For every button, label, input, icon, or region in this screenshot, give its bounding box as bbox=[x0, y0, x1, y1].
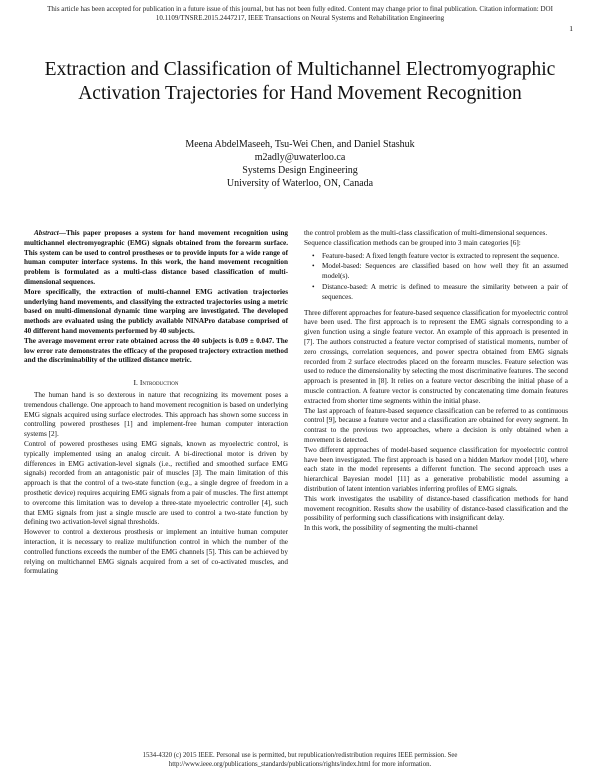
body-paragraph-5: Two different approaches of model-based sequence classification for myoelectric control have been investigated. The first approach is based on a hidden Markov model [10], where each state in the model represents a different function. The second approach uses a hierarchical Bayesian model [11] as a generative probabilistic model assuming a distribution of latent intention variables inferring profiles of EMG signals. bbox=[304, 445, 568, 493]
intro-paragraph-2: Control of powered prostheses using EMG signals, known as myoelectric control, is typically implemented using an analog circuit. A bi-directional motor is driven by differences in EMG activation-level signals (i.e., rectified and smoothed surface EMG signals) recorded from an antagonistic pair of muscles [3]. The main limitation of this approach is that the control of a two-state function (e.g., a single degree of freedom in a prosthetic device) requires acquiring EMG signals from a pair of muscles. The first attempt to overcome this limitation was to develop a three-state myoelectric controller [4], such that EMG signals from just a single muscle are used to control a two-state function by defining two activation-level signal thresholds. bbox=[24, 439, 288, 527]
footer-line-1: 1534-4320 (c) 2015 IEEE. Personal use is permitted, but republication/redistribution requires IEEE permission. See bbox=[142, 752, 458, 759]
body-paragraph-2: Sequence classification methods can be grouped into 3 main categories [6]: bbox=[304, 238, 521, 247]
abstract-label: Abstract bbox=[34, 229, 59, 237]
section-heading-introduction: I. Introduction bbox=[133, 378, 179, 388]
footer-line-2[interactable]: http://www.ieee.org/publications_standards/publications/rights/index.html for more information. bbox=[168, 760, 432, 768]
author-department: Systems Design Engineering bbox=[242, 165, 358, 176]
abstract-text: —This paper proposes a system for hand movement recognition using multichannel electromyographic (EMG) signals obtained from the forearm surface. This system can be used to control prostheses or to provide inputs for a wide range of human computer interface systems. In this work, the hand movement recognition problem is formulated as a multi-class distance based classification of multi-dimensional sequences. bbox=[24, 229, 288, 286]
abstract-paragraph-2: More specifically, the extraction of multi-channel EMG activation trajectories underlying hand movements, and classifying the extracted trajectories using a metric based on multi-dimensional dynamic time warping are investigated. The developed methods are evaluated using the publicly available NINAPro database comprised of 40 different hand movements performed by 40 subjects. bbox=[24, 287, 288, 335]
author-block bbox=[100, 138, 500, 190]
body-paragraph-1: the control problem as the multi-class classification of multi-dimensional sequences. bbox=[304, 229, 548, 237]
author-names: Meena AbdelMaseeh, Tsu-Wei Chen, and Daniel Stashuk bbox=[185, 139, 415, 150]
intro-paragraph-1: The human hand is so dexterous in nature that recognizing its movement poses a tremendous challenge. One approach to hand movement recognition is based on underlying EMG signals acquired using surface electrodes. This approach has shown some success in controlling powered prostheses [1] and implement-free human computer interaction systems [2]. bbox=[24, 390, 288, 439]
body-paragraph-4: The last approach of feature-based sequence classification can be referred to as continuous control [9], because a feature vector and a classification are obtained for every segment. In contrast to the previous two approaches, where a decision is only obtained when a movement is detected. bbox=[304, 406, 568, 444]
abstract-paragraph-3: The average movement error rate obtained across the 40 subjects is 0.09 ± 0.047. The low error rate demonstrates the efficacy of the proposed trajectory extraction method and the discriminability of the utilized distance metric. bbox=[24, 336, 288, 365]
intro-paragraph-3: However to control a dexterous prosthesis or implement an intuitive human computer interaction, it is necessary to realize multifunction control in which the number of the controlled functions exceeds the number of the EMG channels [5]. This can be achieved by relying on multichannel EMG signals acquired from a set of co-activated muscles, and formulating bbox=[24, 528, 288, 576]
author-university: University of Waterloo, ON, Canada bbox=[226, 178, 374, 189]
publication-notice: This article has been accepted for publication in a future issue of this journal, but has not been fully edited. Content may change prior to final publication. Citation information: DOI 10.1109/TNSRE.2015.2447217, IEEE Transactions on Neural Systems and Rehabilitation Engineering bbox=[47, 5, 553, 22]
right-column bbox=[304, 229, 568, 534]
category-list bbox=[304, 252, 568, 303]
list-item: • Feature-based: A fixed length feature vector is extracted to represent the sequence. bbox=[316, 252, 568, 262]
body-paragraph-7: In this work, the possibility of segmenting the multi-channel bbox=[304, 524, 478, 533]
paper-title: Extraction and Classification of Multichannel Electromyographic Activation Trajectories for Hand Movement Recognition bbox=[44, 59, 556, 104]
abstract-paragraph bbox=[24, 229, 288, 288]
body-paragraph-6: This work investigates the usability of distance-based classification methods for hand movement recognition. Results show the usability of distance-based classification and the possibility of performing such classifications with insignificant delay. bbox=[304, 494, 568, 523]
list-item: • Distance-based: A metric is defined to measure the similarity between a pair of sequences. bbox=[316, 283, 568, 303]
list-item: • Model-based: Sequences are classified based on how well they fit an assumed model(s). bbox=[316, 262, 568, 282]
author-email[interactable]: m2adly@uwaterloo.ca bbox=[254, 152, 346, 163]
copyright-footer bbox=[100, 752, 500, 769]
page-number: 1 bbox=[569, 24, 573, 33]
body-paragraph-3: Three different approaches for feature-based sequence classification for myoelectric control have been used. The first approach is to represent the EMG signals corresponding to a given function using a single feature vector. An example of this approach is presented in [7]. The authors constructed a feature vector comprised of statistical moments, number of zero crossings, correlation sequences, and power spectra obtained from EMG signals recorded from 2 surface electrodes placed on the forearm muscles. Feature selection was used to reduce the dimensionality by selecting the most discriminative features. The second approach is presented in [8]. It relies on a feature vector describing the initial phase of a muscle contraction. A feature vector is constructed by concatenating time domain features extracted from shorter time segments within the initial phase. bbox=[304, 308, 568, 405]
left-column bbox=[24, 229, 288, 577]
